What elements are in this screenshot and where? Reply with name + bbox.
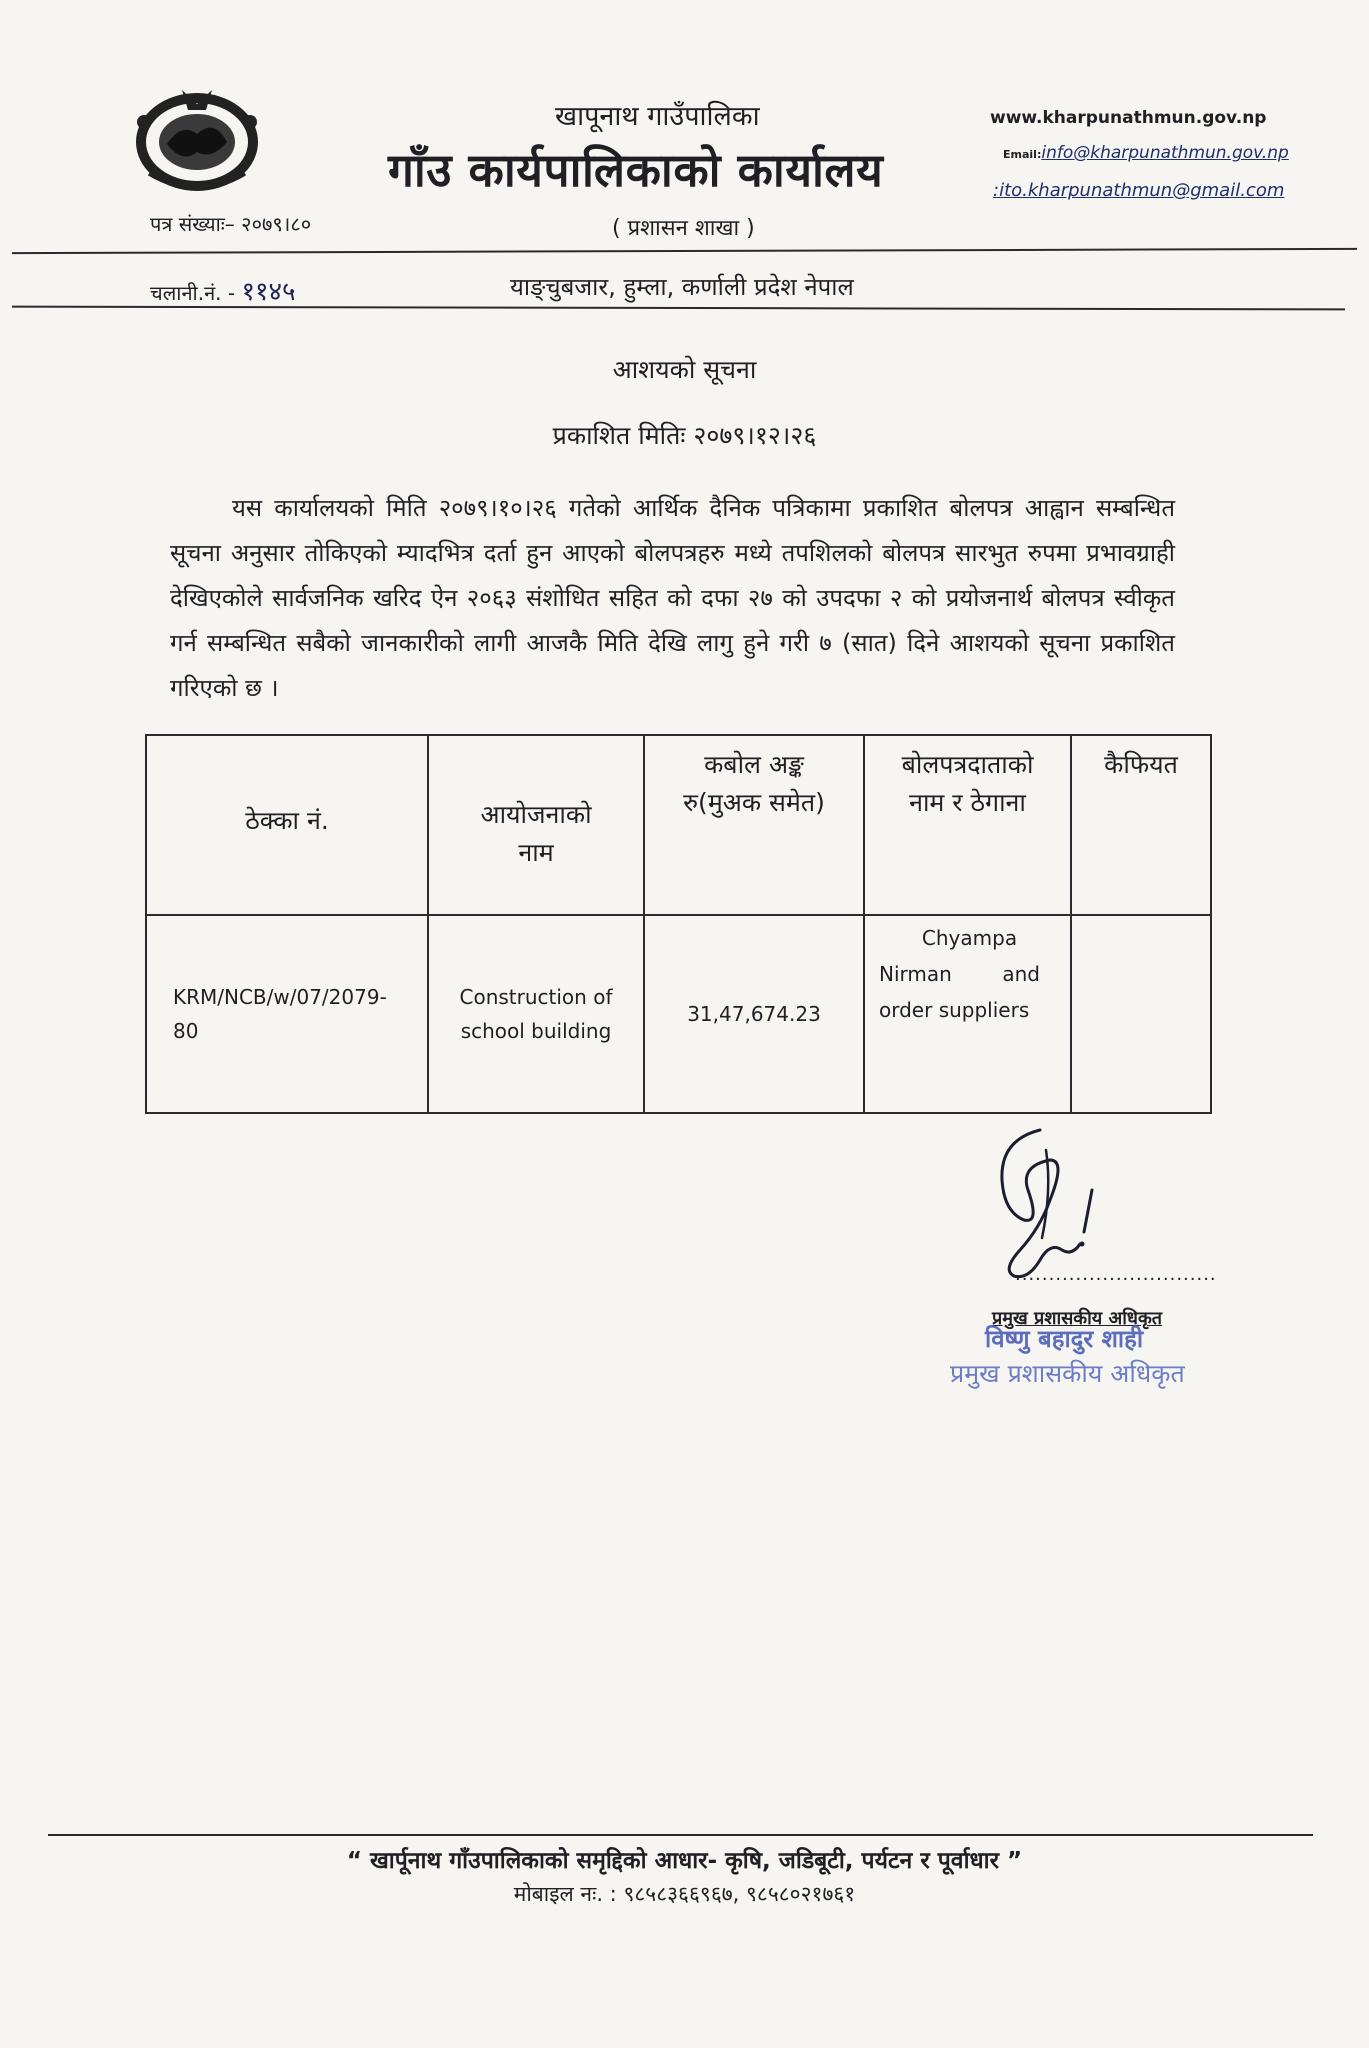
mobile-numbers: ९८५८३६६९६७, ९८५८०२१७६१ [623,1882,856,1906]
header-bid-amount [644,735,864,915]
table-header-row [146,735,1211,915]
website-link[interactable]: www.kharpunathmun.gov.np [990,108,1267,128]
reference-label: पत्र संख्याः– [150,212,235,236]
cell-bidder [864,915,1071,1113]
bidder-line3: order suppliers [879,998,1030,1022]
mobile-label: मोबाइल नः. : [513,1882,617,1906]
project-line2: school building [460,1019,612,1043]
header-bidder-line1: बोलपत्रदाताको [901,750,1034,779]
header-bidder [864,735,1071,915]
footer-slogan: “ खार्पूनाथ गाँउपालिकाको समृद्दिको आधार- कृषि, जडिबूटी, पर्यटन र पूर्वाधार ” [346,1848,1023,1874]
email-label: Email: [1003,148,1042,161]
published-date: २०७९।१२।२६ [693,421,817,450]
notice-body: यस कार्यालयको मिति २०७९।१०।२६ गतेको आर्थिक दैनिक पत्रिकामा प्रकाशित बोलपत्र आह्वान सम्बन्धित सूचना अनुसार तोकिएको म्यादभित्र दर्ता हुन आएको बोलपत्रहरु मध्ये तपशिलको बोलपत्र सारभुत रुपमा प्रभावग्राही देखिएकोले सार्वजनिक खरिद ऐन २०६३ संशोधित सहित को दफा २७ को उपदफा २ को प्रयोजनार्थ बोलपत्र स्वीकृत गर्न सम्बन्धित सबैको जानकारीको लागी आजकै मिति देखि लागु हुने गरी ७ (सात) दिने आशयको सूचना प्रकाशित गरिएको छ । [170,494,1175,702]
header-project-line2: नाम [518,838,554,867]
notice-title: आशयको सूचना [612,355,757,384]
bidder-line1: Chyampa [921,926,1018,950]
published-date-line [0,418,1369,452]
email-primary [1003,143,1289,163]
project-line1: Construction of [459,985,613,1009]
header-amount-label [645,736,863,822]
published-label: प्रकाशित मितिः [552,421,686,450]
stamp-title: प्रमुख प्रशासकीय अधिकृत [950,1359,1185,1388]
header-project-line1: आयोजनाको [480,800,592,829]
header-project-name [428,735,644,915]
nepal-emblem-icon [122,82,272,200]
signatory-title: प्रमुख प्रशासकीय अधिकृत [992,1308,1163,1329]
header-contract-no [146,735,428,915]
footer-divider [48,1834,1313,1836]
header-contract-no-label: ठेक्का नं. [245,806,329,835]
header-amount-line2: रु(मुअक समेत) [683,788,825,817]
bidder-line2-a: Nirman [879,962,952,986]
branch-name: ( प्रशासन शाखा ) [612,216,755,241]
header-bidder-label [865,736,1070,822]
header-remarks [1071,735,1211,915]
dispatch-label: चलानी.नं. - [150,281,236,305]
office-address: याङ्चुबजार, हुम्ला, कर्णाली प्रदेश नेपाल [510,273,854,301]
address-divider [12,306,1345,311]
cell-bid-amount: 31,47,674.23 [644,915,864,1113]
email-secondary-link[interactable]: :ito.kharpunathmun@gmail.com [993,180,1285,201]
contract-no-line1: KRM/NCB/w/07/2079- [173,985,387,1009]
header-bidder-line2: नाम र ठेगाना [909,788,1026,817]
stamp-name: विष्णु बहादुर शाही [985,1325,1144,1353]
office-name: गाँउ कार्यपालिकाको कार्यालय [388,143,884,197]
header-project-label [429,736,643,872]
header-amount-line1: कबोल अङ्क [704,750,804,779]
contract-no-line2: 80 [173,1019,199,1043]
municipality-name: खापूनाथ गाउँपालिका [555,101,760,132]
letter-reference [150,210,311,237]
bidder-line2 [879,956,1060,992]
footer-mobile [0,1880,1369,1908]
bidder-line2-b: and [1002,962,1040,986]
email-primary-link[interactable]: info@kharpunathmun.gov.np [1041,143,1289,163]
cell-contract-no [146,915,428,1113]
cell-remarks [1071,915,1211,1113]
signature-line: .............................. [1015,1264,1217,1285]
bid-table [145,734,1212,1114]
reference-value: २०७९।८० [241,212,312,236]
table-row [146,915,1211,1113]
cell-project-name [428,915,644,1113]
header-remarks-label: कैफियत [1104,750,1178,779]
header-divider [12,248,1357,254]
dispatch-value: ११४५ [241,277,296,307]
dispatch-number [150,272,296,308]
